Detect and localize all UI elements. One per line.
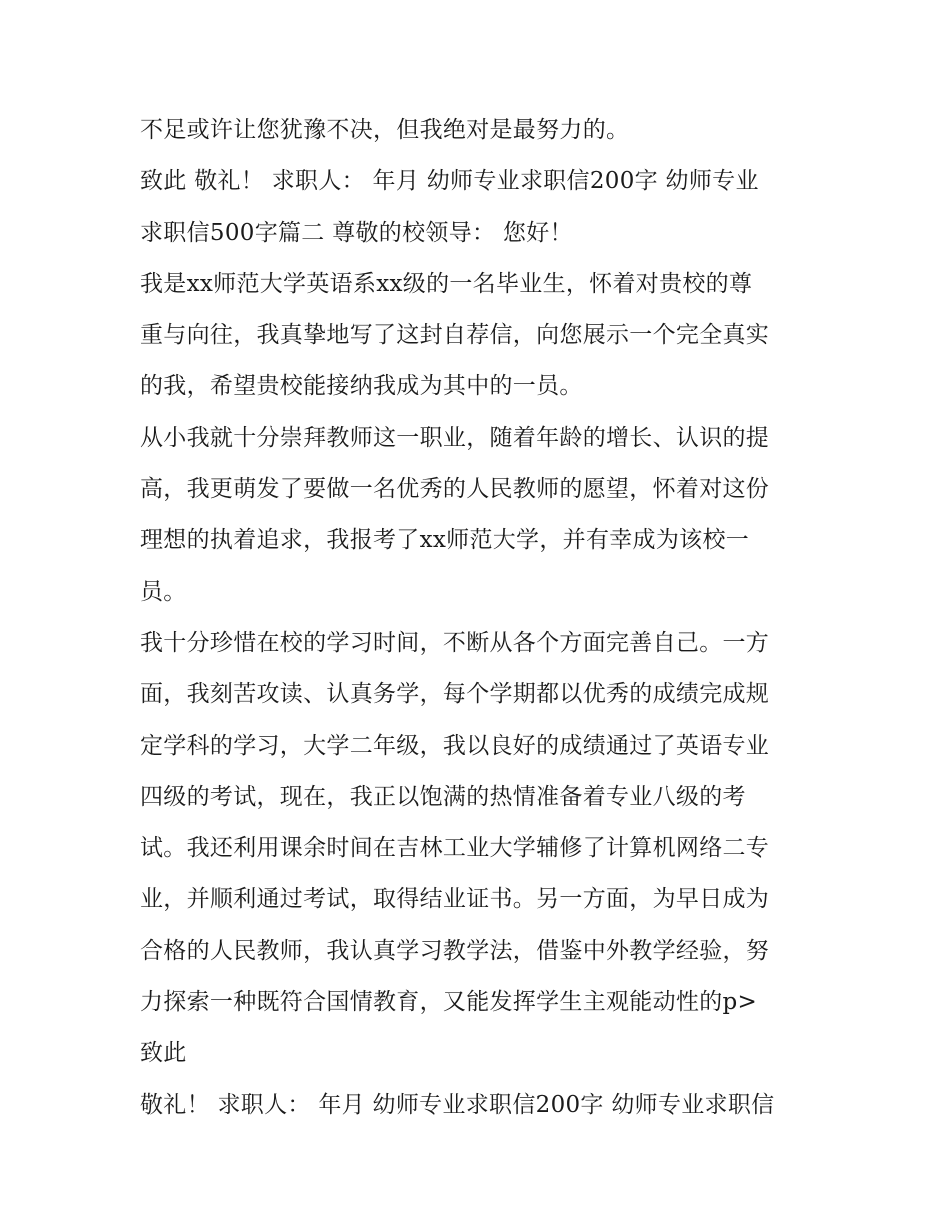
text-line: 我是xx师范大学英语系xx级的一名毕业生，怀着对贵校的尊 [140,270,753,297]
text-line: 力探索一种既符合国情教育，又能发挥学生主观能动性的p> [140,989,758,1016]
text-line: 面，我刻苦攻读、认真务学，每个学期都以优秀的成绩完成规 [140,681,770,708]
text-line: 高，我更萌发了要做一名优秀的人民教师的愿望，怀着对这份 [140,476,770,503]
text-line: 定学科的学习，大学二年级，我以良好的成绩通过了英语专业 [140,732,770,759]
text-line: 重与向往，我真挚地写了这封自荐信，向您展示一个完全真实 [140,322,770,349]
text-line: 求职信500字篇二 尊敬的校领导： 您好！ [140,219,573,246]
text-line: 试。我还利用课余时间在吉林工业大学辅修了计算机网络二专 [140,835,770,862]
text-line: 业，并顺利通过考试，取得结业证书。另一方面，为早日成为 [140,886,770,913]
text-line: 敬礼！ 求职人： 年月 幼师专业求职信200字 幼师专业求职信 [140,1091,775,1118]
text-line: 不足或许让您犹豫不决，但我绝对是最努力的。 [140,117,630,143]
text-line: 致此 [140,1040,187,1067]
text-line: 员。 [140,578,187,605]
text-line: 致此 敬礼！ 求职人： 年月 幼师专业求职信200字 幼师专业 [140,168,759,195]
text-line: 理想的执着追求，我报考了xx师范大学，并有幸成为该校一 [140,527,750,554]
document-body [140,105,820,1131]
text-line: 从小我就十分崇拜教师这一职业，随着年龄的增长、认识的提 [140,424,770,451]
text-line: 我十分珍惜在校的学习时间，不断从各个方面完善自己。一方 [140,629,770,656]
text-line: 四级的考试，现在，我正以饱满的热情准备着专业八级的考 [140,783,746,810]
text-line: 的我，希望贵校能接纳我成为其中的一员。 [140,373,583,400]
text-line: 合格的人民教师，我认真学习教学法，借鉴中外教学经验，努 [140,937,770,964]
